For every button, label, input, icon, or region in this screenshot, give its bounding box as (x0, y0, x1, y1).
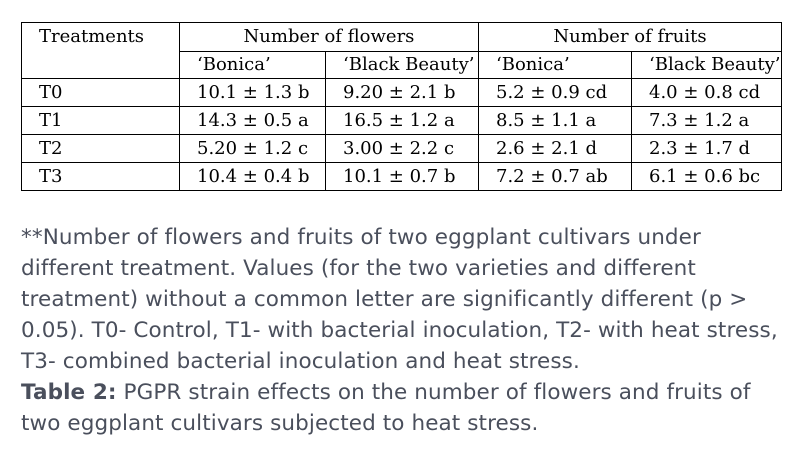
header-number-of-flowers: Number of flowers (180, 23, 479, 52)
header-treatments: Treatments (22, 23, 180, 79)
header-fruits-black-beauty: ‘Black Beauty’ (632, 52, 782, 79)
table-row (22, 79, 782, 107)
table-cell: 5.2 ± 0.9 cd (479, 79, 632, 107)
table-caption-block (21, 222, 781, 439)
table-cell: 10.4 ± 0.4 b (180, 163, 326, 191)
table-cell: 4.0 ± 0.8 cd (632, 79, 782, 107)
treatment-cell: T3 (22, 163, 180, 191)
table-cell: 10.1 ± 1.3 b (180, 79, 326, 107)
table-row (22, 107, 782, 135)
table-caption-text: PGPR strain effects on the number of flowers and fruits of two eggplant cultivars subjected to heat stress. (21, 380, 751, 436)
table-label: Table 2: (21, 380, 117, 405)
table-cell: 7.2 ± 0.7 ab (479, 163, 632, 191)
table-cell: 14.3 ± 0.5 a (180, 107, 326, 135)
header-flowers-bonica: ‘Bonica’ (180, 52, 326, 79)
table-note: **Number of flowers and fruits of two eggplant cultivars under different treatment. Values (for the two varieties and different treatment) without a common letter are significantly different (p > 0.05). T0- Control, T1- with bacterial inoculation, T2- with heat stress, T3- combined bacterial inoculation and heat stress. (21, 225, 778, 374)
table-cell: 8.5 ± 1.1 a (479, 107, 632, 135)
table-row (22, 163, 782, 191)
treatment-cell: T0 (22, 79, 180, 107)
table-header-row (22, 23, 782, 52)
table-cell: 3.00 ± 2.2 c (326, 135, 479, 163)
header-fruits-bonica: ‘Bonica’ (479, 52, 632, 79)
table-row (22, 135, 782, 163)
table-cell: 5.20 ± 1.2 c (180, 135, 326, 163)
table-cell: 2.6 ± 2.1 d (479, 135, 632, 163)
header-flowers-black-beauty: ‘Black Beauty’ (326, 52, 479, 79)
table-cell: 6.1 ± 0.6 bc (632, 163, 782, 191)
table-cell: 7.3 ± 1.2 a (632, 107, 782, 135)
table-cell: 9.20 ± 2.1 b (326, 79, 479, 107)
table-cell: 2.3 ± 1.7 d (632, 135, 782, 163)
table-caption (21, 377, 781, 439)
treatment-cell: T2 (22, 135, 180, 163)
results-table (21, 22, 782, 191)
table-cell: 16.5 ± 1.2 a (326, 107, 479, 135)
treatment-cell: T1 (22, 107, 180, 135)
table-cell: 10.1 ± 0.7 b (326, 163, 479, 191)
header-number-of-fruits: Number of fruits (479, 23, 782, 52)
